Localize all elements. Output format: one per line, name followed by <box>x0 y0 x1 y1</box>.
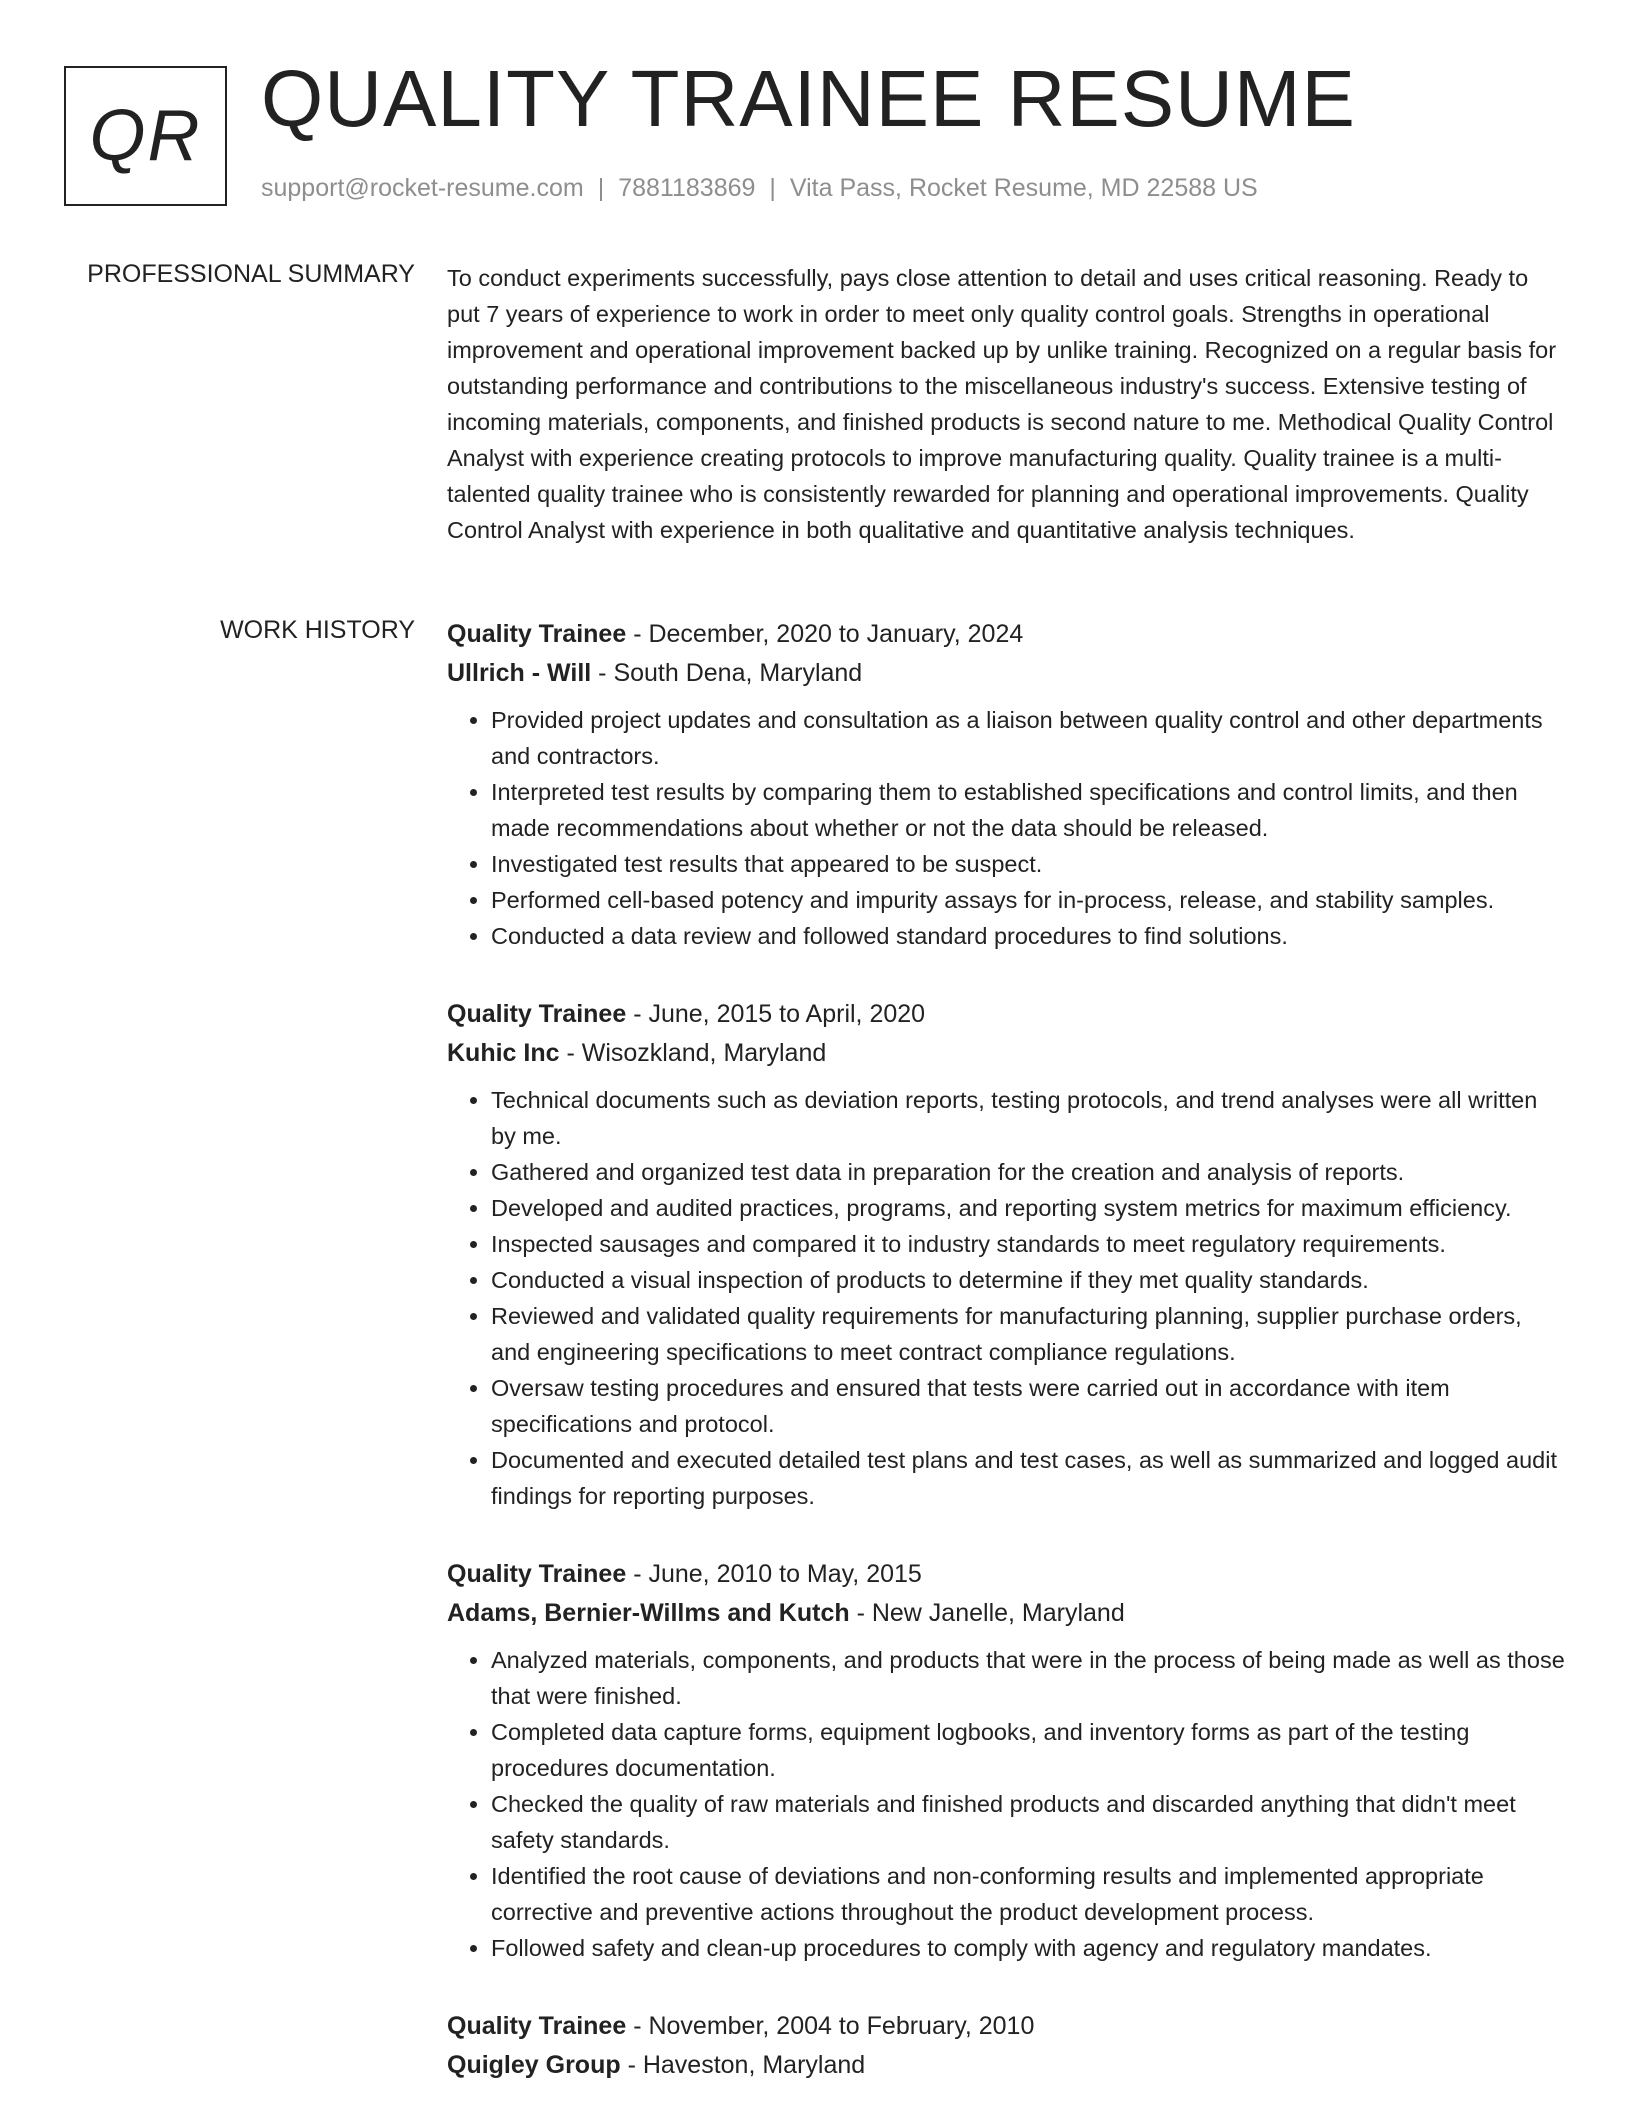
job-bullet-item: • Inspected sausages and compared it to industry standards to meet regulatory requirements. <box>491 1226 1567 1262</box>
job-title: Quality Trainee <box>447 1560 627 1588</box>
job-company: Ullrich - Will <box>447 659 592 687</box>
job-title-line <box>447 994 1567 1034</box>
job-bullets <box>447 1642 1567 1966</box>
job-company-line <box>447 2046 1567 2084</box>
job-bullet-item: • Investigated test results that appeared to be suspect. <box>491 846 1567 882</box>
summary-text: To conduct experiments successfully, pays close attention to detail and uses critical reasoning. Ready to put 7 years of experience to work in order to meet only quality control goals. Strengths in operational improvement and operational improvement backed up by unlike training. Recognized on a regular basis for outstanding performance and contributions to the miscellaneous industry's success. Extensive testing of incoming materials, components, and finished products is second nature to me. Methodical Quality Control Analyst with experience creating protocols to improve manufacturing quality. Quality trainee is a multi-talented quality trainee who is consistently rewarded for planning and operational improvements. Quality Control Analyst with experience in both qualitative and quantitative analysis techniques. <box>447 265 1557 543</box>
job-bullet-item: • Oversaw testing procedures and ensured that tests were carried out in accordance with item specifications and protocol. <box>491 1370 1567 1442</box>
job-title: Quality Trainee <box>447 2012 627 2040</box>
contact-phone: 7881183869 <box>618 174 756 202</box>
job-title-line <box>447 1554 1567 1594</box>
job-bullet-item: • Conducted a data review and followed standard procedures to find solutions. <box>491 918 1567 954</box>
job-entry <box>447 2006 1567 2084</box>
job-location: - New Janelle, Maryland <box>849 1599 1125 1627</box>
job-company: Quigley Group <box>447 2051 621 2079</box>
job-bullet-item: • Technical documents such as deviation reports, testing protocols, and trend analyses were all written by me. <box>491 1082 1567 1154</box>
contact-line <box>261 174 1258 203</box>
job-dates: - June, 2010 to May, 2015 <box>626 1560 922 1588</box>
job-company-line <box>447 654 1567 692</box>
job-bullet-item: • Provided project updates and consultation as a liaison between quality control and other departments and contractors. <box>491 702 1567 774</box>
job-bullet-item: • Developed and audited practices, programs, and reporting system metrics for maximum efficiency. <box>491 1190 1567 1226</box>
job-company-line <box>447 1594 1567 1632</box>
job-bullet-item: • Reviewed and validated quality requirements for manufacturing planning, supplier purchase orders, and engineering specifications to meet contract compliance regulations. <box>491 1298 1567 1370</box>
job-title-line <box>447 2006 1567 2046</box>
section-label-summary: PROFESSIONAL SUMMARY <box>87 260 415 288</box>
job-bullet-item: • Followed safety and clean-up procedures to comply with agency and regulatory mandates. <box>491 1930 1567 1966</box>
job-bullets <box>447 702 1567 954</box>
resume-header <box>0 0 1632 230</box>
job-bullets <box>447 1082 1567 1514</box>
resume-title: QUALITY TRAINEE RESUME <box>261 54 1356 143</box>
job-bullet-item: • Conducted a visual inspection of products to determine if they met quality standards. <box>491 1262 1567 1298</box>
job-bullet-item: • Completed data capture forms, equipment logbooks, and inventory forms as part of the testing procedures documentation. <box>491 1714 1567 1786</box>
contact-address: Vita Pass, Rocket Resume, MD 22588 US <box>789 174 1258 202</box>
job-bullet-item: • Performed cell-based potency and impurity assays for in-process, release, and stability samples. <box>491 882 1567 918</box>
job-bullet-item: • Checked the quality of raw materials and finished products and discarded anything that didn't meet safety standards. <box>491 1786 1567 1858</box>
contact-email: support@rocket-resume.com <box>261 174 584 202</box>
job-title-line <box>447 614 1567 654</box>
job-title: Quality Trainee <box>447 1000 627 1028</box>
job-company: Adams, Bernier-Willms and Kutch <box>447 1599 850 1627</box>
jobs-list <box>447 614 1567 2124</box>
section-label-work-history: WORK HISTORY <box>220 616 415 644</box>
job-location: - Wisozkland, Maryland <box>559 1039 827 1067</box>
job-bullet-item: • Documented and executed detailed test plans and test cases, as well as summarized and logged audit findings for reporting purposes. <box>491 1442 1567 1514</box>
job-company-line <box>447 1034 1567 1072</box>
contact-separator: | <box>597 174 605 202</box>
contact-separator: | <box>769 174 776 202</box>
job-dates: - June, 2015 to April, 2020 <box>626 1000 926 1028</box>
job-title: Quality Trainee <box>447 620 627 648</box>
job-bullet-item: • Analyzed materials, components, and products that were in the process of being made as well as those that were finished. <box>491 1642 1567 1714</box>
job-bullet-item: • Interpreted test results by comparing them to established specifications and control limits, and then made recommendations about whether or not the data should be released. <box>491 774 1567 846</box>
job-location: - South Dena, Maryland <box>591 659 863 687</box>
job-bullet-item: • Identified the root cause of deviations and non-conforming results and implemented appropriate corrective and preventive actions throughout the product development process. <box>491 1858 1567 1930</box>
job-company: Kuhic Inc <box>447 1039 560 1067</box>
job-entry <box>447 1554 1567 1966</box>
job-dates: - November, 2004 to February, 2010 <box>626 2012 1035 2040</box>
job-location: - Haveston, Maryland <box>620 2051 866 2079</box>
monogram-logo: QR <box>64 66 227 206</box>
job-bullet-item: • Gathered and organized test data in preparation for the creation and analysis of reports. <box>491 1154 1567 1190</box>
job-dates: - December, 2020 to January, 2024 <box>626 620 1024 648</box>
job-entry <box>447 994 1567 1514</box>
job-entry <box>447 614 1567 954</box>
